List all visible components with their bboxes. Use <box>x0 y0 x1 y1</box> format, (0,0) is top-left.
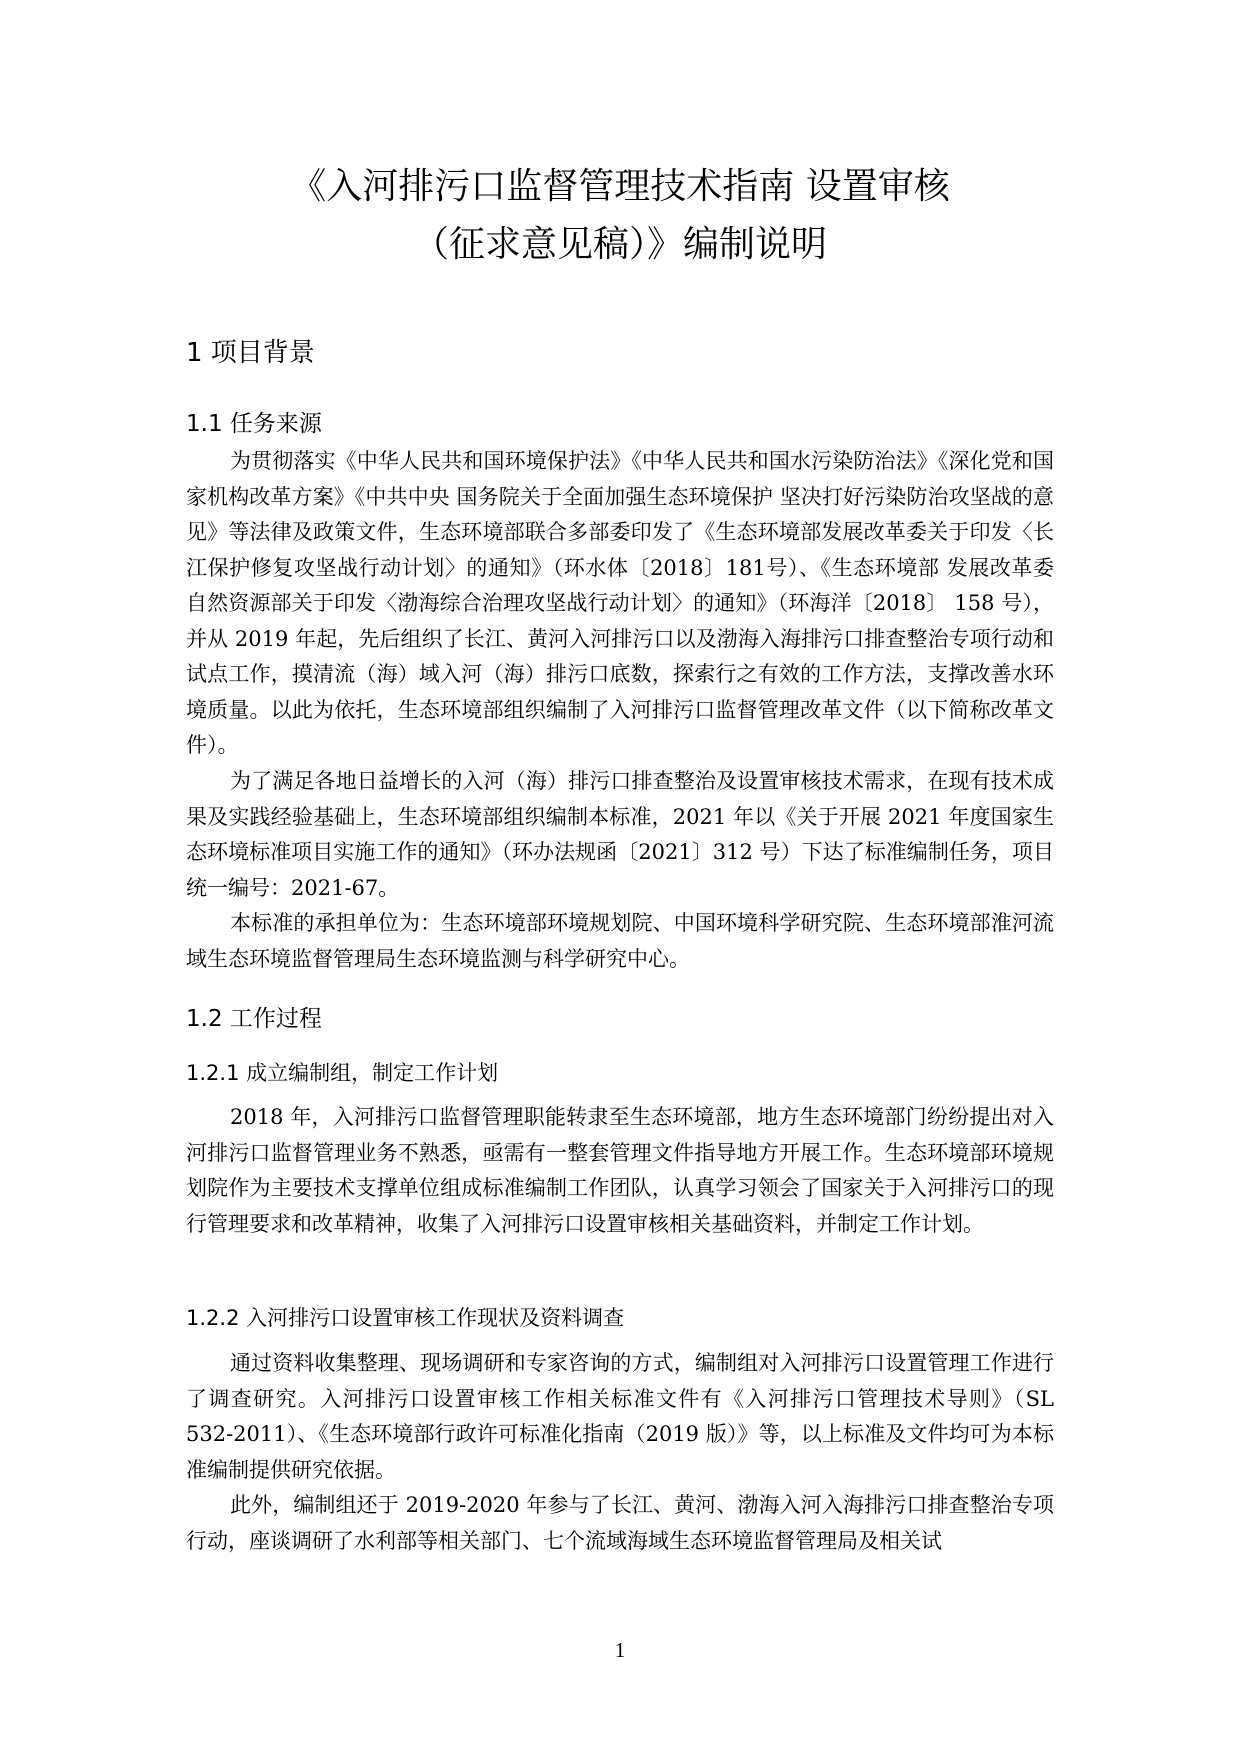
section-heading-project-background: 1 项目背景 <box>186 338 315 368</box>
paragraph-team-setup: 2018 年，入河排污口监督管理职能转隶至生态环境部，地方生态环境部门纷纷提出对入河排污口监督管理业务不熟悉，亟需有一整套管理文件指导地方开展工作。生态环境部环境规划院作为主要技术支撑单位组成标准编制工作团队，认真学习领会了国家关于入河排污口的现行管理要求和改革精神，收集了入河排污口设置审核相关基础资料，并制定工作计划。 <box>186 1105 1054 1236</box>
paragraph-task-source-1: 为贯彻落实《中华人民共和国环境保护法》《中华人民共和国水污染防治法》《深化党和国家机构改革方案》《中共中央 国务院关于全面加强生态环境保护 坚决打好污染防治攻坚战的意见》等法律及政策文件，生态环境部联合多部委印发了《生态环境部发展改革委关于印发〈长江保护修复攻坚战行动计划〉的通知》（环水体〔2018〕181号）、《生态环境部 发展改革委 自然资源部关于印发〈渤海综合治理攻坚战行动计划〉的通知》（环海洋〔2018〕 158 号），并从 2019 年起，先后组织了长江、黄河入河排污口以及渤海入海排污口排查整治专项行动和试点工作，摸清流（海）域入河（海）排污口底数，探索行之有效的工作方法，支撑改善水环境质量。以此为依托，生态环境部组织编制了入河排污口监督管理改革文件（以下简称改革文件）。 <box>186 449 1054 757</box>
document-title-line-2: （征求意见稿）》编制说明 <box>412 224 827 265</box>
paragraph-task-source-3: 本标准的承担单位为：生态环境部环境规划院、中国环境科学研究院、生态环境部淮河流域生态环境监督管理局生态环境监测与科学研究中心。 <box>186 911 1054 971</box>
subsubsection-heading-team-setup: 1.2.1 成立编制组，制定工作计划 <box>186 1061 499 1085</box>
document-title <box>120 158 1120 274</box>
subsubsection-heading-status-survey: 1.2.2 入河排污口设置审核工作现状及资料调查 <box>186 1306 625 1330</box>
page-number: 1 <box>614 1638 626 1662</box>
paragraph-status-survey-2: 此外，编制组还于 2019-2020 年参与了长江、黄河、渤海入河入海排污口排查整治专项行动，座谈调研了水利部等相关部门、七个流域海域生态环境监督管理局及相关试 <box>186 1493 1054 1553</box>
document-title-line-1: 《入河排污口监督管理技术指南 设置审核 <box>290 166 950 207</box>
paragraph-status-survey-1: 通过资料收集整理、现场调研和专家咨询的方式，编制组对入河排污口设置管理工作进行了调查研究。入河排污口设置审核工作相关标准文件有《入河排污口管理技术导则》（SL 532-2011）、《生态环境部行政许可标准化指南（2019 版）》等，以上标准及文件均可为本标准编制提供研究依据。 <box>186 1351 1054 1482</box>
subsection-heading-work-process: 1.2 工作过程 <box>186 1006 322 1032</box>
paragraph-task-source-2: 为了满足各地日益增长的入河（海）排污口排查整治及设置审核技术需求，在现有技术成果及实践经验基础上，生态环境部组织编制本标准，2021 年以《关于开展 2021 年度国家生态环境标准项目实施工作的通知》（环办法规函〔2021〕312 号）下达了标准编制任务，项目统一编号：2021-67。 <box>186 769 1054 900</box>
subsection-heading-task-source: 1.1 任务来源 <box>186 411 322 437</box>
